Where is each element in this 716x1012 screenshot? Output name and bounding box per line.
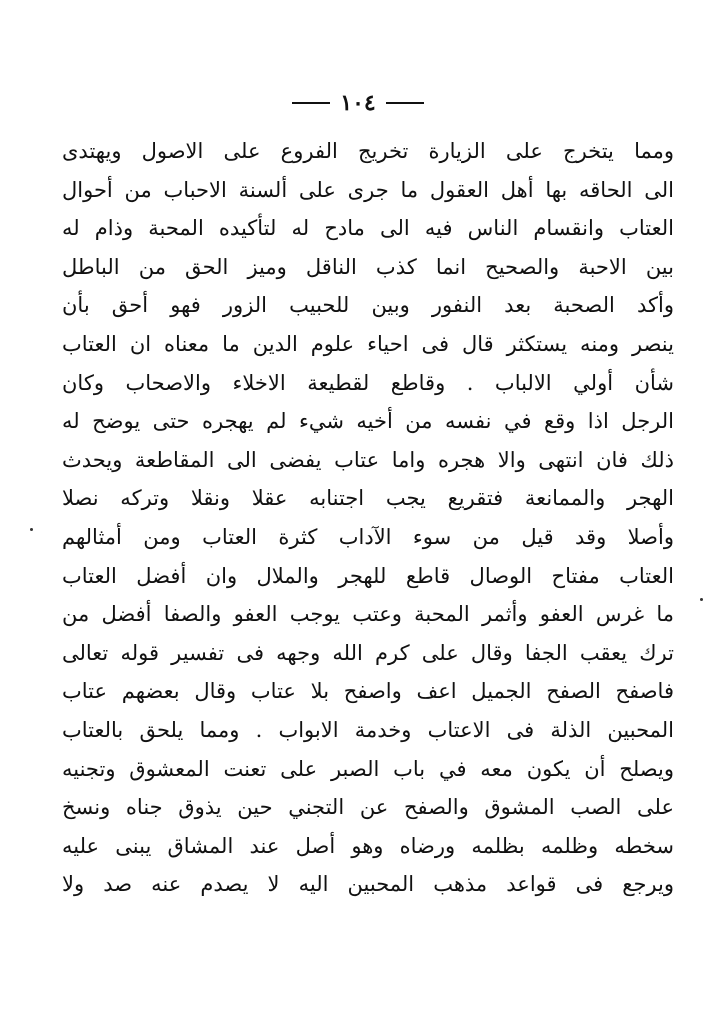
text-line: سخطه وظلمه بظلمه ورضاه وهو أصل عند المشاق يبنى عليه [62, 833, 674, 858]
page-header [0, 88, 716, 118]
text-line: العتاب وانقسام الناس فيه الى مادح له لتأكيده المحبة وذام له [62, 216, 674, 241]
text-line: على الصب المشوق والصفح عن التجني حين يذوق جناه ونسخ [62, 795, 674, 820]
text-line: المحبين الذلة فى الاعتاب وخدمة الابواب . ومما يلحق بالعتاب [62, 717, 674, 742]
text-line: الى الحاقه بها أهل العقول ما جرى على ألسنة الاحباب من أحوال [62, 177, 674, 202]
text-line: بين الاحبة والصحيح انما كذب الناقل وميز الحق من الباطل [62, 254, 674, 279]
text-line: ومما يتخرج على الزيارة تخريج الفروع على الاصول ويهتدى [62, 139, 674, 163]
text-line: فاصفح الصفح الجميل اعف واصفح بلا عتاب وقال بعضهم عتاب [62, 679, 674, 704]
body-text [62, 132, 674, 904]
scan-speck [700, 598, 703, 601]
text-line: الرجل اذا وقع في نفسه من أخيه شيء لم يهجره حتى يوضح له [62, 409, 674, 434]
text-line: وأصلا وقد قيل من سوء الآداب كثرة العتاب ومن أمثالهم [62, 524, 674, 549]
text-line: ترك يعقب الجفا وقال على كرم الله وجهه فى تفسير قوله تعالى [62, 640, 674, 665]
text-line: ينصر ومنه يستكثر قال فى احياء علوم الدين ما معناه ان العتاب [62, 331, 674, 356]
header-dash-left [292, 102, 330, 104]
text-line: العتاب مفتاح الوصال قاطع للهجر والملال وان أفضل العتاب [62, 563, 674, 588]
scan-speck [30, 528, 33, 531]
text-line: ويصلح أن يكون معه في باب الصبر على تعنت المعشوق وتجنيه [62, 756, 674, 781]
text-line: ذلك فان انتهى والا هجره واما عتاب يفضى الى المقاطعة ويحدث [62, 447, 674, 472]
page-number: ١٠٤ [340, 90, 376, 116]
text-line: ما غرس العفو وأثمر المحبة وعتب يوجب العفو والصفا أفضل من [62, 602, 674, 627]
header-dash-right [386, 102, 424, 104]
text-line: وأكد الصحبة بعد النفور وبين للحبيب الزور فهو أحق بأن [62, 293, 674, 318]
text-line: الهجر والممانعة فتقريع يجب اجتنابه عقلا ونقلا وتركه نصلا [62, 486, 674, 511]
text-line: شأن أولي الالباب . وقاطع لقطيعة الاخلاء والاصحاب وكان [62, 370, 674, 395]
text-line: ويرجع فى قواعد مذهب المحبين اليه لا يصدم عنه صد ولا [62, 872, 674, 897]
